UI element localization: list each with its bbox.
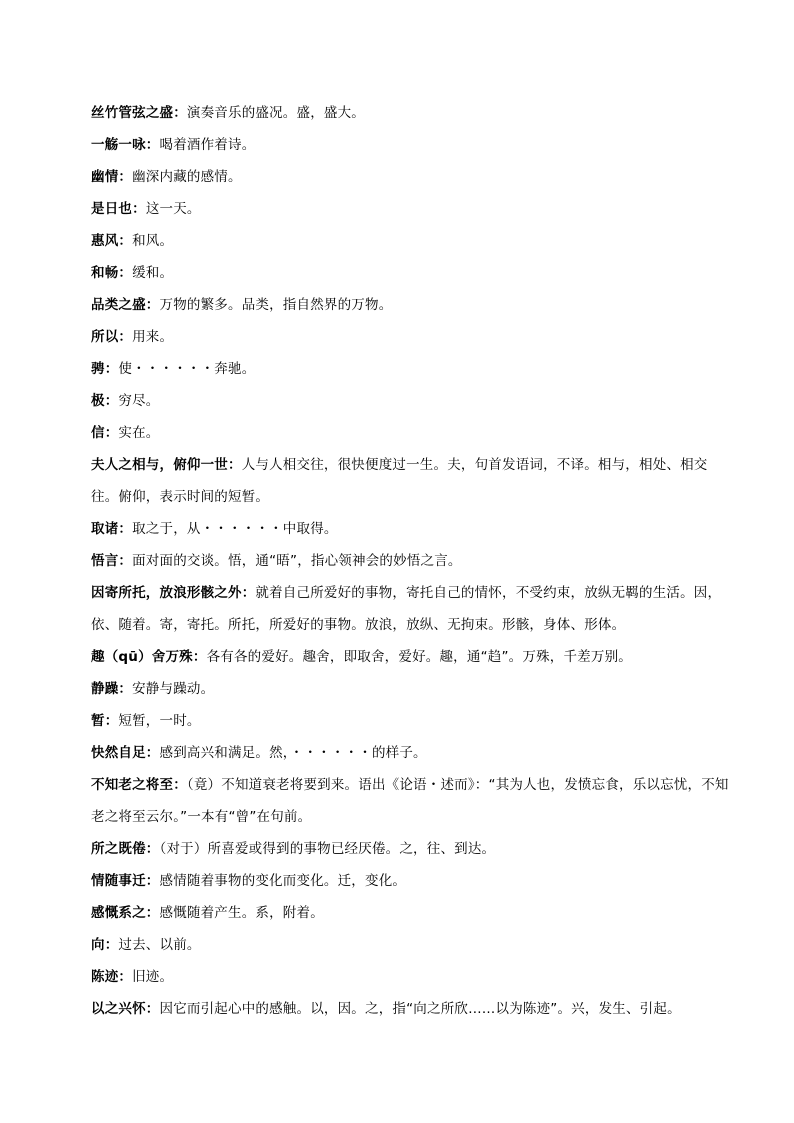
glossary-term: 不知老之将至： <box>91 777 187 793</box>
glossary-term: 丝竹管弦之盛： <box>91 105 187 121</box>
glossary-definition: 缓和。 <box>132 265 174 281</box>
glossary-entry <box>91 961 731 993</box>
glossary-entry <box>91 321 731 353</box>
glossary-definition: 幽深内藏的感情。 <box>132 169 242 185</box>
glossary-definition: 感情随着事物的变化而变化。迁，变化。 <box>159 873 407 889</box>
glossary-entry <box>91 513 731 545</box>
glossary-entry <box>91 993 731 1025</box>
glossary-term: 感慨系之： <box>91 905 160 921</box>
glossary-entry <box>91 129 731 161</box>
glossary-term: 情随事迁： <box>91 873 160 889</box>
glossary-entry <box>91 161 731 193</box>
glossary-definition: 穷尽。 <box>118 393 160 409</box>
glossary-definition: 使・・・・・・奔驰。 <box>118 361 256 377</box>
glossary-entry <box>91 705 731 737</box>
glossary-definition: 取之于，从・・・・・・中取得。 <box>132 521 338 537</box>
glossary-entry <box>91 193 731 225</box>
glossary-entry <box>91 673 731 705</box>
glossary-entry <box>91 417 731 449</box>
glossary-definition: 万物的繁多。品类，指自然界的万物。 <box>159 297 393 313</box>
glossary-entry <box>91 225 731 257</box>
glossary-definition: 用来。 <box>132 329 174 345</box>
glossary-definition: （竟）不知道衰老将要到来。语出《论语・述而》：“其为人也，发愤忘食，乐以忘忧，不知老之将至云尔。”一本有“曾”在句前。 <box>91 777 729 825</box>
glossary-term: 向： <box>91 937 119 953</box>
glossary-definition: 感到高兴和满足。然，・・・・・・的样子。 <box>159 745 427 761</box>
glossary-definition: 人与人相交往，很快便度过一生。夫，句首发语词，不译。相与，相处、相交往。俯仰，表示时间的短暂。 <box>91 457 708 505</box>
glossary-term: 因寄所托，放浪形骸之外： <box>91 585 256 601</box>
glossary-term: 趣（qū）舍万殊： <box>91 649 207 665</box>
glossary-entry <box>91 897 731 929</box>
glossary-definition: 实在。 <box>118 425 160 441</box>
glossary-definition: 因它而引起心中的感触。以，因。之，指“向之所欣……以为陈迹”。兴，发生、引起。 <box>159 1001 681 1017</box>
glossary-term: 静躁： <box>91 681 133 697</box>
glossary-entry <box>91 353 731 385</box>
glossary-definition: 和风。 <box>132 233 174 249</box>
glossary-term: 和畅： <box>91 265 133 281</box>
glossary-entry <box>91 577 731 641</box>
glossary-definition: 这一天。 <box>145 201 201 217</box>
glossary-term: 骋： <box>91 361 119 377</box>
glossary-entry <box>91 97 731 129</box>
glossary-term: 信： <box>91 425 119 441</box>
glossary-list <box>91 97 731 1025</box>
glossary-term: 极： <box>91 393 119 409</box>
glossary-entry <box>91 929 731 961</box>
glossary-term: 一觞一咏： <box>91 137 160 153</box>
glossary-entry <box>91 737 731 769</box>
glossary-definition: 安静与躁动。 <box>132 681 215 697</box>
glossary-entry <box>91 865 731 897</box>
glossary-definition: 面对面的交谈。悟，通“晤”，指心领神会的妙悟之言。 <box>132 553 462 569</box>
glossary-entry <box>91 769 731 833</box>
glossary-entry <box>91 641 731 673</box>
glossary-entry <box>91 257 731 289</box>
glossary-term: 暂： <box>91 713 119 729</box>
glossary-entry <box>91 385 731 417</box>
glossary-term: 品类之盛： <box>91 297 160 313</box>
glossary-term: 快然自足： <box>91 745 160 761</box>
glossary-term: 悟言： <box>91 553 133 569</box>
glossary-definition: 各有各的爱好。趣舍，即取舍，爱好。趣，通“趋”。万殊，千差万别。 <box>206 649 632 665</box>
glossary-definition: 短暂，一时。 <box>118 713 201 729</box>
glossary-term: 惠风： <box>91 233 133 249</box>
glossary-entry <box>91 833 731 865</box>
glossary-entry <box>91 289 731 321</box>
glossary-definition: （对于）所喜爱或得到的事物已经厌倦。之，往、到达。 <box>159 841 496 857</box>
glossary-term: 陈迹： <box>91 969 133 985</box>
glossary-entry <box>91 545 731 577</box>
glossary-term: 幽情： <box>91 169 133 185</box>
glossary-term: 所以： <box>91 329 133 345</box>
glossary-entry <box>91 449 731 513</box>
glossary-term: 取诸： <box>91 521 133 537</box>
glossary-definition: 过去、以前。 <box>118 937 201 953</box>
glossary-definition: 喝着酒作着诗。 <box>159 137 256 153</box>
glossary-term: 是日也： <box>91 201 146 217</box>
glossary-definition: 就着自己所爱好的事物，寄托自己的情怀，不受约束，放纵无羁的生活。因，依、随着。寄，寄托。所托，所爱好的事物。放浪，放纵、无拘束。形骸，身体、形体。 <box>91 585 722 633</box>
glossary-definition: 感慨随着产生。系，附着。 <box>159 905 324 921</box>
glossary-term: 所之既倦： <box>91 841 160 857</box>
glossary-term: 夫人之相与，俯仰一世： <box>91 457 242 473</box>
glossary-term: 以之兴怀： <box>91 1001 160 1017</box>
glossary-definition: 演奏音乐的盛况。盛，盛大。 <box>186 105 366 121</box>
glossary-definition: 旧迹。 <box>132 969 174 985</box>
